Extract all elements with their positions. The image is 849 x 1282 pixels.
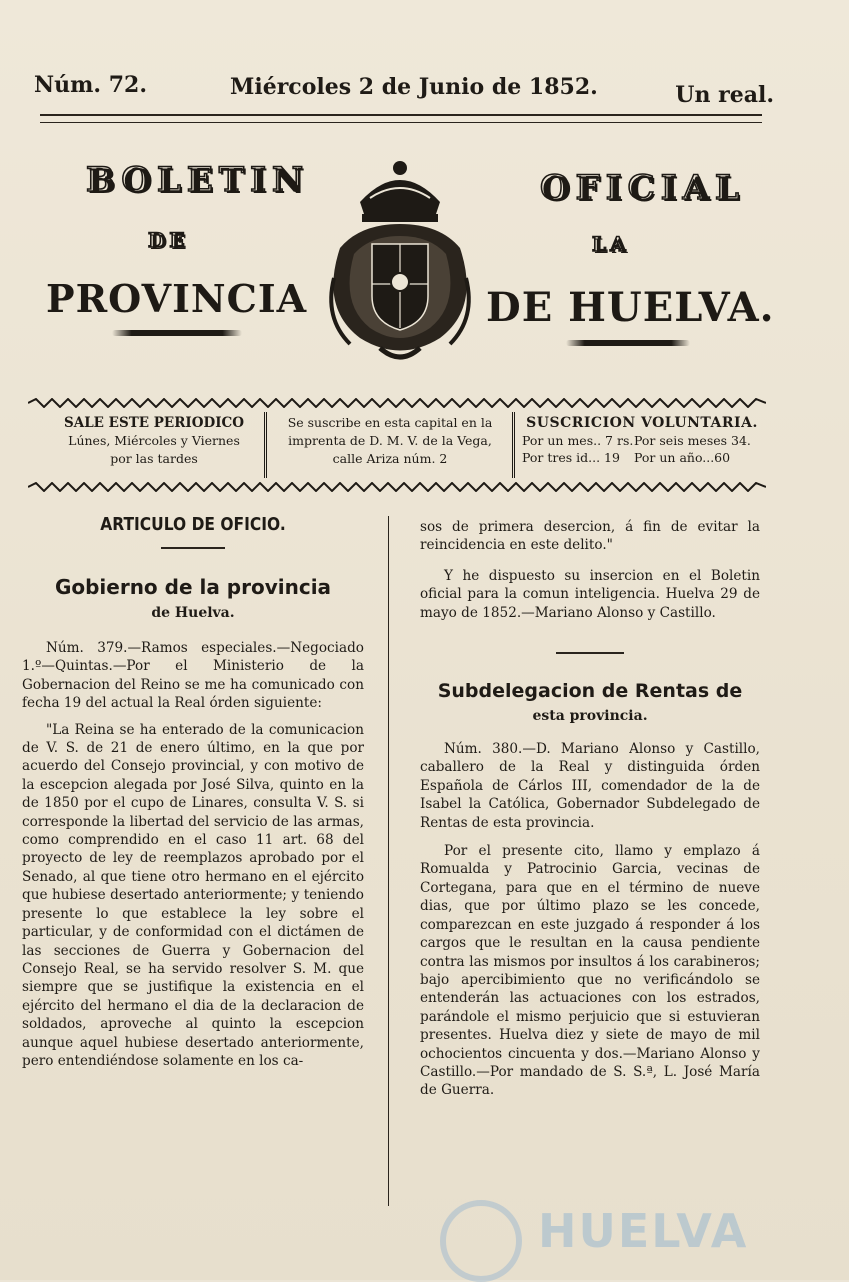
price-three-months: Por tres id... 19	[522, 450, 620, 465]
zigzag-border-top	[28, 398, 766, 408]
section-subtitle-gobierno: de Huelva.	[151, 605, 235, 621]
issue-price: Un real.	[675, 82, 774, 108]
top-rule-thin	[40, 122, 762, 123]
title-de-huelva: DE HUELVA.	[486, 284, 775, 331]
issue-number: Núm. 72.	[34, 72, 147, 98]
top-rule	[40, 114, 762, 116]
issue-date: Miércoles 2 de Junio de 1852.	[230, 74, 598, 100]
section-title-gobierno: Gobierno de la provincia	[54, 575, 332, 599]
subscription-prices	[522, 414, 762, 466]
title-la: LA	[592, 232, 630, 256]
location-line-3: calle Ariza núm. 2	[332, 451, 448, 466]
paragraph-379-intro: Núm. 379.—Ramos especiales.—Negociado 1.º—Quintas.—Por el Ministerio de la Gobernacion del Reino se me ha comunicado con fecha 19 del actual la Real órden siguiente:	[22, 640, 364, 712]
title-boletin: BOLETIN	[86, 160, 310, 200]
location-line-2: imprenta de D. M. V. de la Vega,	[288, 433, 492, 448]
watermark-seal-icon	[440, 1200, 522, 1282]
prices-title: SUSCRICION VOLUNTARIA.	[526, 415, 758, 431]
section-subtitle-subdelegacion: esta provincia.	[532, 708, 648, 725]
masthead	[34, 72, 774, 108]
right-column	[420, 518, 760, 1100]
paragraph-insertion: Y he dispuesto su insercion en el Boletin oficial para la comun inteligencia. Huelva 29 de mayo de 1852.—Mariano Alonso y Castillo.	[420, 567, 760, 621]
prices-grid	[522, 432, 762, 466]
band-divider-2	[512, 412, 515, 478]
column-divider	[388, 516, 389, 1206]
publication-schedule	[44, 414, 264, 468]
subscription-band	[28, 398, 766, 492]
left-column	[22, 510, 364, 1070]
title-oficial: OFICIAL	[540, 168, 745, 208]
schedule-days: Lúnes, Miércoles y Viernes	[68, 433, 240, 448]
price-year: Por un año...60	[634, 450, 731, 465]
price-month: Por un mes.. 7 rs.	[522, 433, 634, 448]
ornament-right	[566, 340, 690, 346]
title-provincia: PROVINCIA	[46, 276, 308, 321]
paragraph-royal-order: "La Reina se ha enterado de la comunicacion de V. S. de 21 de enero último, en la que por acuerdo del Consejo provincial, y con motivo de la escepcion alegada por José Silva, quinto en la de 1850 por el cupo de Linares, consulta V. S. si corresponde la libertad del servicio de las armas, como comprendido en el caso 11 art. 68 del proyecto de ley de reemplazos aprobado por el Senado, al que tiene otro hermano en el ejército que hubiese desertado anteriormente; y teniendo presente lo que establece la ley sobre el particular, y de conformidad con el dictámen de las secciones de Guerra y Gobernacion del Consejo Real, se ha servido resolver S. M. que siempre que se justifique la existencia en el ejército del hermano el dia de la declaracion de soldados, aproveche al quinto la escepcion aunque aquel hubiese desertado anteriormente, pero entendiéndose solamente en los ca-	[22, 721, 364, 1069]
article-heading: ARTICULO DE OFICIO.	[100, 514, 286, 535]
subscription-location	[276, 414, 504, 468]
paragraph-summons: Por el presente cito, llamo y emplazo á Romualda y Patrocinio Garcia, vecinas de Cortegana, para que en el término de nueve dias, que por último plazo se les concede, comparezcan en este juzgado á responder á los cargos que le resultan en la causa pendiente contra las mismos por insultos á los carabineros; bajo apercibimiento que no verificándolo se entenderán las actuaciones con los estrados, parándole el mismo perjuicio que si estuvieran presentes. Huelva diez y siete de mayo de mil ochocientos cincuenta y dos.—Mariano Alonso y Castillo.—Por mandado de S. S.ª, L. José María de Guerra.	[420, 843, 760, 1099]
band-divider-1	[264, 412, 267, 478]
price-six-months: Por seis meses 34.	[634, 433, 751, 448]
schedule-title: SALE ESTE PERIODICO	[63, 415, 245, 431]
zigzag-border-bottom	[28, 482, 766, 492]
schedule-time: por las tardes	[110, 451, 198, 466]
royal-crest-icon	[320, 158, 480, 368]
heading-rule	[161, 547, 225, 549]
watermark-text: HUELVA	[538, 1204, 749, 1258]
section-title-subdelegacion: Subdelegacion de Rentas de	[437, 680, 743, 703]
watermark-logo	[440, 1192, 770, 1272]
location-line-1: Se suscribe en esta capital en la	[287, 415, 493, 430]
paragraph-continuation: sos de primera desercion, á fin de evitar la reincidencia en este delito."	[420, 519, 760, 554]
ornament-left	[112, 330, 242, 336]
title-de: DE	[148, 228, 189, 252]
section-rule	[556, 652, 624, 654]
paragraph-380: Núm. 380.—D. Mariano Alonso y Castillo, caballero de la Real y distinguida órden Española de Cárlos III, comendador de la de Isabel la Católica, Gobernador Subdelegado de Rentas de esta provincia.	[420, 741, 760, 831]
